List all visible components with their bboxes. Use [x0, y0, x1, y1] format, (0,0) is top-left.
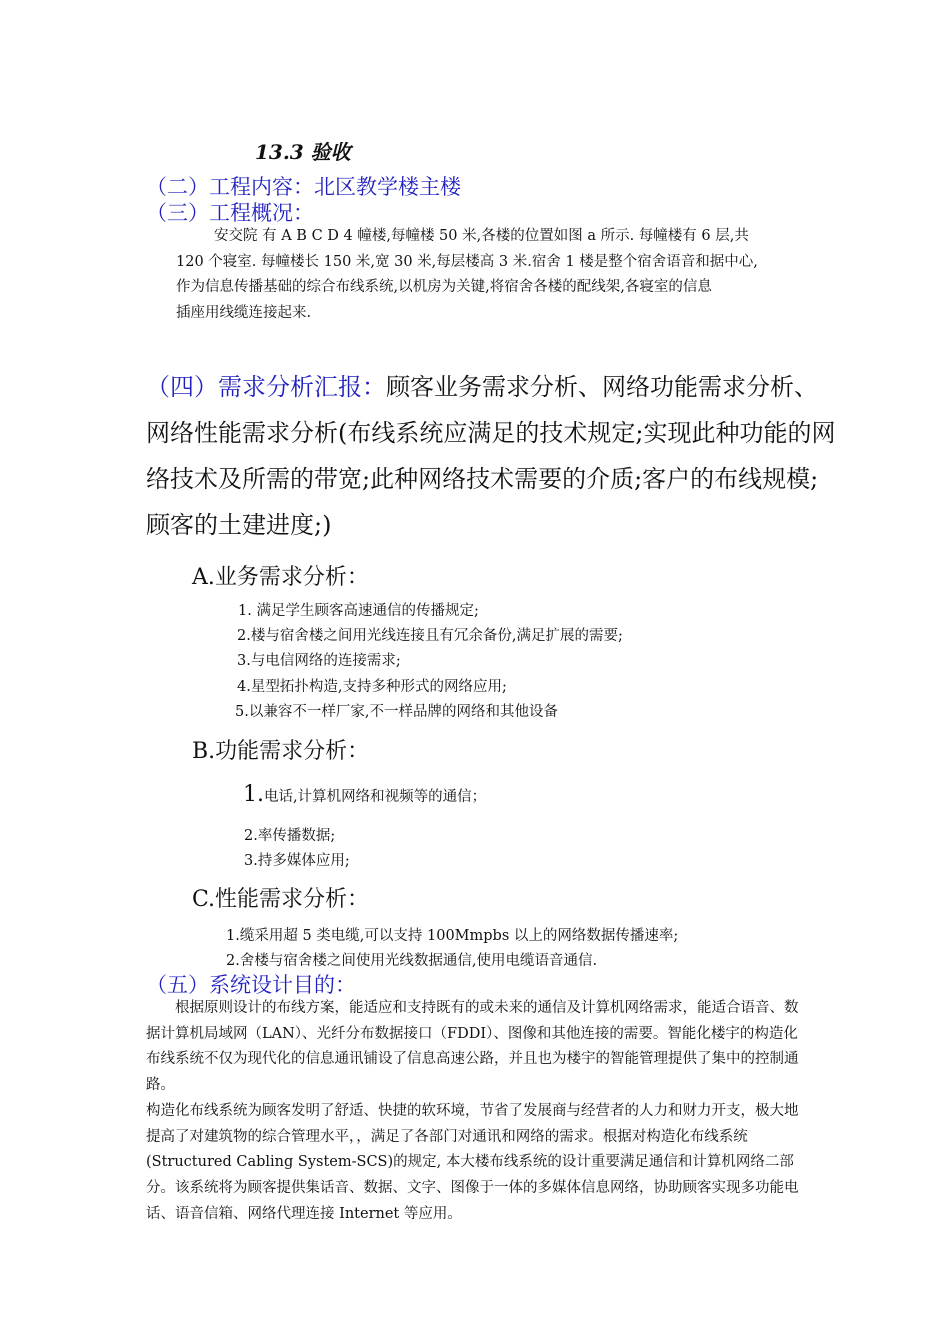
design-paragraph-2: 构造化布线系统为顾客发明了舒适、快捷的软环境，节省了发展商与经营者的人力和财力开支，极大地提高了对建筑物的综合管理水平，，满足了各部门对通讯和网络的需求。根据对构造化布线系统(Structured Cabling System-SCS)的规定, 本大楼布线系统的设计重要满足通信和计算机网络二部分。该系统将为顾客提供集话音、数据、文字、图像于一体的多媒体信息网络，协助顾客实现多功能电话、语音信箱、网络代理连接 Internet 等应用。	[146, 1102, 799, 1222]
function-item-1-number: 1.	[243, 782, 264, 807]
function-item-1	[243, 782, 486, 807]
section-title: 13.3 验收	[255, 140, 351, 164]
design-paragraph-1: 根据原则设计的布线方案，能适应和支持既有的或未来的通信及计算机网络需求，能适合语音、数据计算机局域网（LAN）、光纤分布数据接口（FDDI）、图像和其他连接的需要。智能化楼宇的构造化布线系统不仅为现代化的信息通讯铺设了信息高速公路，并且也为楼宇的智能管理提供了集中的控制通路。	[146, 1000, 799, 1094]
project-content-heading: （二）工程内容：北区教学楼主楼	[146, 175, 461, 199]
business-item-4: 4.星型拓扑构造,支持多种形式的网络应用;	[237, 679, 507, 695]
business-item-5: 5.以兼容不一样厂家,不一样品牌的网络和其他设备	[235, 704, 558, 720]
business-item-3: 3.与电信网络的连接需求;	[237, 653, 401, 669]
function-item-1-text: 电话,计算机网络和视频等的通信；	[264, 789, 487, 805]
business-heading: A.业务需求分析：	[192, 565, 369, 590]
project-overview-text	[176, 224, 816, 326]
design-body	[146, 996, 812, 1227]
function-heading: B.功能需求分析：	[192, 739, 370, 764]
overview-line-2: 120 个寝室. 每幢楼长 150 米,宽 30 米,每层楼高 3 米.宿舍 1 楼是整个宿舍语音和据中心,	[176, 253, 758, 270]
performance-item-2: 2.舍楼与宿舍楼之间使用光线数据通信,使用电缆语音通信.	[226, 953, 598, 969]
business-item-2: 2.楼与宿舍楼之间用光线连接且有冗余备份,满足扩展的需要;	[237, 628, 623, 644]
performance-heading: C.性能需求分析：	[192, 887, 370, 912]
requirements-block	[146, 364, 836, 548]
overview-line-3: 作为信息传播基础的综合布线系统,以机房为关键,将宿舍各楼的配线架,各寝室的信息	[176, 279, 712, 295]
overview-line-1: 安交院 有 A B C D 4 幢楼,每幢楼 50 米,各楼的位置如图 a 所示. 每幢楼有 6 层,共	[214, 228, 749, 244]
project-overview-heading: （三）工程概况：	[146, 201, 314, 225]
overview-line-4: 插座用线缆连接起来.	[176, 304, 312, 321]
function-item-2: 2.率传播数据;	[244, 828, 336, 844]
function-item-3: 3.持多媒体应用;	[244, 853, 350, 869]
design-heading: （五）系统设计目的：	[146, 973, 356, 997]
requirements-text: 顾客业务需求分析、网络功能需求分析、网络性能需求分析(布线系统应满足的技术规定;实现此种功能的网络技术及所需的带宽;此种网络技术需要的介质;客户的布线规模;顾客的土建进度;)	[146, 373, 836, 539]
performance-item-1: 1.缆采用超 5 类电缆,可以支持 100Mmpbs 以上的网络数据传播速率;	[226, 928, 679, 944]
requirements-heading: （四）需求分析汇报：	[146, 373, 386, 401]
business-item-1: 1. 满足学生顾客高速通信的传播规定;	[238, 603, 479, 619]
